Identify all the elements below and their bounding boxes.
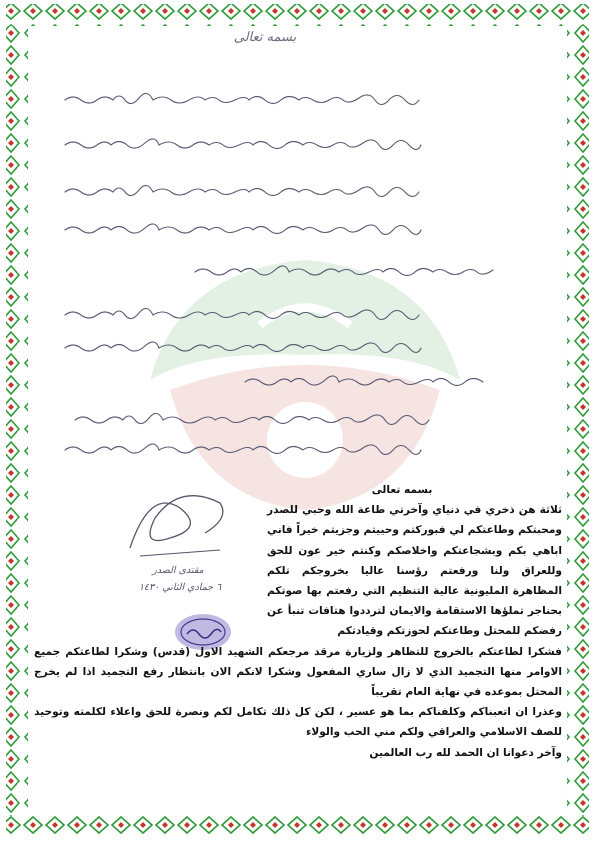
typed-paragraph-2: فشكرا لطاعتكم بالخروج للتظاهر ولزيارة مرقد مرجعكم الشهيد الاول (قدس) وشكرا لطاعتكم جميع الاوامر منها التجميد الذي لا زال ساري المفعول وشكرا لانكم الان بانتظار رفع التجميد اذا لم يخرج المحتل بموعده في نهاية العام تقريباً: [34, 645, 562, 699]
handwritten-letter: [45, 30, 555, 470]
typed-paragraph-3: وعذرا ان اتعبناكم وكلفناكم بما هو عسير ، لكن كل ذلك تكامل لكم ونصرة للحق واعلاء لكلمته وتوحيد للصف الاسلامي والعراقي ولكم مني الحب والولاء: [34, 706, 562, 739]
handwritten-title: بسمه تعالى: [233, 30, 297, 45]
typed-closing: وآخر دعوانا ان الحمد لله رب العالمين: [369, 746, 562, 759]
signature-date: ٦ جمادي الثاني ١٤٣٠: [138, 582, 222, 593]
typed-title: بسمه تعالى: [371, 484, 433, 496]
signature-name: مقتدى الصدر: [152, 565, 204, 576]
typed-paragraph-1: ثلاثة هن ذخري في دنياي وآخرتي طاعة الله وحبي للصدر ومحبتكم وطاعتكم لي فبوركتم وحييتم وجزيتم خيراً فاني اباهي بكم وبشجاعتكم واخلاصكم وكنتم خير عون للحق وللعراق ولنا ورفعتم رؤسنا عاليا بخروجكم تلكم المظاهرة المليونية عالية التنظيم التي رفعتم بها صوتكم بحناجر تملؤها الاستقامة والايمان لترددوا هتافات تنبأ عن رفضكم للمحتل وطاعتكم لحوزتكم وقيادتكم: [267, 504, 562, 638]
typed-transcription: [34, 480, 562, 763]
